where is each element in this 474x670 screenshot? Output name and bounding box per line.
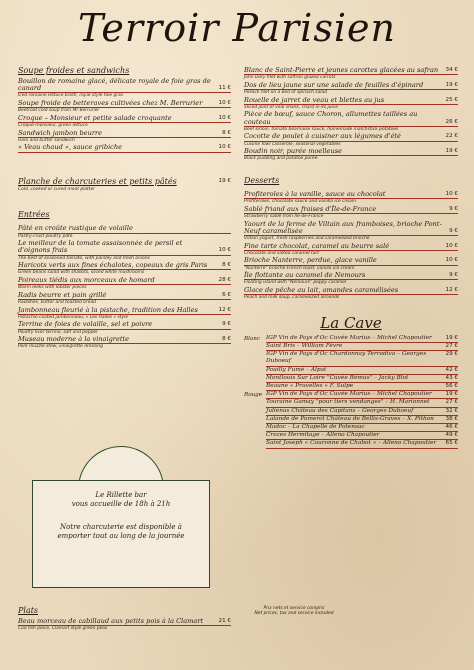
item-price: 26 € [445, 118, 458, 125]
wine-price: 27 € [445, 342, 458, 349]
menu-item [244, 190, 458, 205]
item-desc: Strawberry sablé from Île-de-France [244, 213, 324, 219]
menu-item [18, 99, 231, 114]
item-desc: Radishes, butter and toasted bread [18, 299, 96, 305]
item-price: 12 € [445, 286, 458, 293]
item-desc: Beetroot cold soup from Mr Berrurier [18, 108, 100, 114]
item-desc: Sliced joint of veal shank, chard in its juice [244, 104, 338, 110]
menu-item [18, 143, 231, 152]
section-title-entrees: Entrées [18, 210, 50, 220]
menu-item [18, 177, 231, 193]
section-title-planche: Planche de charcuteries et petits pâtés [18, 176, 177, 186]
wine-price: 19 € [445, 334, 458, 341]
item-price: 9 € [449, 205, 458, 212]
item-desc: Croque-monsieur, green lettuce [18, 123, 88, 128]
wine-name: Madoc – La Chapelle de Potensac [266, 424, 365, 430]
wine-row [244, 399, 458, 407]
item-price: 25 € [445, 96, 458, 103]
wine-row [244, 335, 458, 343]
menu-item [244, 81, 458, 96]
left-column [18, 66, 231, 350]
item-name: Museau moderne à la vinaigrette [18, 335, 130, 344]
menu-title: Terroir Parisien [78, 6, 396, 50]
item-price: 11 € [218, 85, 231, 92]
rillette-line: Le Rillette bar [95, 491, 147, 499]
menu-item [18, 320, 231, 335]
menu-item [18, 276, 231, 291]
item-name: Soupe froide de betteraves cultivées chez M. Berrurier [18, 99, 203, 107]
wine-row [244, 424, 458, 432]
item-price: 12 € [218, 306, 231, 313]
wine-price: 65 € [445, 440, 458, 447]
wine-row [244, 416, 458, 424]
wine-row [244, 367, 458, 375]
wine-name: Juliénas Château des Capitans – Georges Duboeuf [266, 407, 414, 414]
menu-item [244, 110, 458, 132]
item-price: 10 € [218, 247, 231, 254]
rillette-box [32, 480, 210, 588]
item-name: Boudin noir, purée moelleuse [244, 147, 342, 156]
item-price: 28 € [218, 276, 231, 283]
wine-price: 56 € [445, 382, 458, 389]
menu-item [244, 220, 458, 242]
item-name: Glace de pêche au lait, amandes caramélisées [244, 285, 399, 294]
item-desc: Floating island with "Nemours" poppy caramel [244, 280, 347, 286]
item-price: 22 € [445, 133, 458, 140]
item-desc: Beef sirloin, tomato béarnaise sauce, homemade matchstick potatoes [244, 126, 399, 132]
item-desc: Pork muzzle stew, vinaigrette dressing [18, 344, 103, 350]
item-name: Blanc de Saint-Pierre et jeunes carottes glacées au safran [244, 66, 439, 74]
menu-item [244, 256, 458, 271]
section-title-plats: Plats [18, 606, 39, 615]
wine-color: Rouge [244, 392, 263, 399]
item-name: Profiteroles à la vanille, sauce au chocolat [244, 189, 386, 198]
item-price: 8 € [222, 262, 231, 269]
item-desc: Pistachio coated jambonneau, « Les Halles » style [18, 314, 129, 320]
item-desc: Black pudding and potatoe purée [244, 156, 318, 162]
menu-item [18, 129, 231, 144]
wine-name: Lalande de Pomerol Château de Bellis-Graves – X. Pithon [266, 415, 434, 422]
item-name: Croque – Monsieur et petite salade croquante [18, 113, 172, 122]
rillette-line: Notre charcuterie est disponible à [60, 523, 182, 531]
item-desc: Chocolate and salted caramel tart [244, 250, 319, 256]
item-desc: "Nanterre" brioche French toast, vanilla ice cream [244, 265, 355, 271]
wine-name: IGP Vin de Pays d'Oc Cuvée Marius – Michel Chapoutier [266, 391, 432, 398]
menu-item [18, 306, 231, 321]
item-price: 9 € [222, 321, 231, 328]
item-desc: Pollack filet on a bed of spinach salad [244, 90, 327, 95]
menu-item [18, 261, 231, 276]
menu-item [18, 114, 231, 129]
item-name: Pièce de bœuf, sauce Choron, allumettes taillées au couteau [244, 110, 418, 126]
wine-name: Crozes Hermitage – Alleno Chapoutier [266, 432, 380, 439]
wine-price: 19 € [445, 391, 458, 398]
plats-section [18, 606, 231, 632]
menu-item [18, 291, 231, 306]
wine-row [244, 440, 458, 448]
menu-item [244, 132, 458, 147]
item-name: Rouelle de jarret de veau et blettes au jus [244, 95, 385, 104]
wine-price: 29 € [445, 351, 458, 358]
item-desc: Iced romaine lettuce broth, royal-style foie gras [18, 93, 124, 99]
item-name: Haricots verts aux fines échalotes, copeaux de gris Paris [18, 261, 208, 270]
item-price: 9 € [449, 227, 458, 234]
menu-item [244, 271, 458, 286]
item-name: Beau morceau de cabillaud aux petits pois à la Clamart [18, 617, 204, 625]
item-name: « Veau chaud », sauce gribiche [18, 143, 123, 152]
menu-item [244, 205, 458, 220]
menu-item [18, 224, 231, 239]
wine-price: 43 € [445, 374, 458, 381]
wine-row [244, 383, 458, 391]
item-name: Yaourt de la ferme de Viltain aux framboises, brioche Pont-Neuf caramélisée [244, 219, 442, 235]
wine-color: Blanc [244, 335, 260, 342]
wine-price: 38 € [445, 415, 458, 422]
item-name: Brioche Nanterre, perdue, glace vanille [244, 256, 377, 265]
item-name: Fine tarte chocolat, caramel au beurre salé [244, 241, 390, 250]
item-name: Poireaux tiédis aux morceaux de homard [18, 275, 155, 284]
item-price: 8 € [222, 336, 231, 343]
section-title-desserts: Desserts [244, 175, 280, 185]
item-name: Pâté en croûte rustique de volaille [18, 224, 133, 233]
item-name: Cocotte de poulet à cuisiner aux légumes d'été [244, 132, 401, 141]
wine-row [244, 391, 458, 399]
wine-row [244, 343, 458, 351]
menu-item [18, 335, 231, 350]
item-price: 21 € [218, 618, 231, 624]
section-title-cave: La Cave [320, 313, 382, 332]
item-desc: Cold, cooked or cured meat platter [18, 186, 95, 192]
wine-name: Pouilly Fumé – Alpat [266, 366, 327, 373]
item-price: 10 € [218, 114, 231, 121]
item-name: Radis beurre et pain grillé [18, 290, 107, 299]
wine-name: IGP Vin de Pays d'Oc Cuvée Marius – Michel Chapoutier [266, 334, 432, 341]
wine-price: 46 € [445, 424, 458, 430]
item-desc: Profiteroles, chocolate sauce and vanilla ice cream [244, 199, 356, 205]
item-desc: Pastry-crust poultry pâté [18, 233, 73, 239]
rillette-line: emporter tout au long de la journée [57, 532, 185, 540]
item-price: 19 € [218, 177, 231, 184]
item-price: 9 € [449, 272, 458, 279]
item-name: Sandwich jambon beurre [18, 128, 103, 137]
item-desc: Ham and butter sandwich [18, 137, 75, 143]
wine-row [244, 375, 458, 383]
menu-item [244, 242, 458, 257]
menu-item [244, 286, 458, 301]
item-price: 10 € [218, 100, 231, 106]
item-price: 19 € [445, 148, 458, 155]
section-title-soupes: Soupe froides et sandwichs [18, 66, 130, 75]
item-name: Terrine de foies de volaille, sel et poivre [18, 320, 153, 329]
wine-row [244, 408, 458, 416]
wine-row [244, 432, 458, 440]
wine-price: 42 € [445, 366, 458, 373]
item-price: 10 € [445, 190, 458, 197]
wine-price: 49 € [445, 432, 458, 439]
menu-item [18, 77, 231, 99]
menu-item [244, 66, 458, 81]
item-name: Bouillon de romaine glacé, délicate royale de foie gras de canard [18, 77, 211, 93]
item-desc: Green beans salad with shallots, sliced white mushrooms [18, 270, 145, 276]
wine-row [244, 351, 458, 366]
item-name: Jambonneau fleurié à la pistache, tradition des Halles [18, 305, 198, 314]
item-desc: Warm leeks with lobster pieces [18, 285, 87, 291]
wine-name: Saint Bris – William Fèvre [266, 342, 343, 349]
item-name: Le meilleur de la tomate assaisonnée de persil et d'oignons frais [18, 239, 183, 255]
wine-name: Montlouis Sur Loire "Cuvée Rémus" – Jacky Blot [266, 374, 409, 381]
menu-item [244, 96, 458, 111]
price-note-line: Prix nets et service compris [263, 606, 325, 611]
item-name: Sablé friand aux fraises d'Île-de-France [244, 204, 377, 213]
item-price: 19 € [445, 81, 458, 88]
item-price: 10 € [445, 242, 458, 249]
menu-item [18, 239, 231, 261]
item-price: 10 € [445, 257, 458, 264]
item-price: 34 € [445, 67, 458, 73]
item-desc: John Dory filet with saffron glazed carrots [244, 75, 336, 81]
item-desc: Cod fish piece, Clamart style green peas [18, 626, 108, 632]
item-price: 6 € [222, 291, 231, 298]
wine-price: 32 € [445, 407, 458, 414]
item-desc: The best of seasoned tomato, with parsley and fresh onions [18, 255, 150, 261]
item-desc: Viltain yogurt, fresh raspberries and caramelized brioche [244, 235, 370, 241]
menu-item [18, 617, 231, 632]
wine-name: Saint Joseph « Couronne de Chabot » – Alleno Chapoutier [266, 440, 437, 447]
wine-name: IGP Vin de Pays d'Oc Chardonnay Terradiva – Georges Duboeuf [266, 351, 427, 365]
wine-name: Touraine Gamay "pour tiers vendanges" – H. Marionnet [266, 399, 430, 406]
price-note [244, 606, 344, 617]
wine-name: Beaune « Pruvelles » F. Sulpe [266, 382, 354, 389]
item-name: Île flottante au caramel de Nemours [244, 271, 366, 280]
item-price: 8 € [222, 129, 231, 136]
item-desc: Poultry liver terrine, salt and pepper [18, 329, 98, 335]
item-price: 10 € [218, 144, 231, 151]
wine-price: 27 € [445, 399, 458, 406]
price-note-line: Net prices, tax and service included [254, 611, 334, 617]
rillette-line: vous accueille de 18h à 21h [71, 500, 171, 508]
item-name: Dos de lieu jaune sur une salade de feuilles d'épinard [244, 80, 424, 89]
item-desc: Peach and milk soup, caramelized almonds [244, 295, 340, 301]
item-desc: Cuisine fowl casserole, seasonal vegetables [244, 141, 341, 147]
menu-item [244, 147, 458, 162]
right-column [244, 66, 458, 449]
